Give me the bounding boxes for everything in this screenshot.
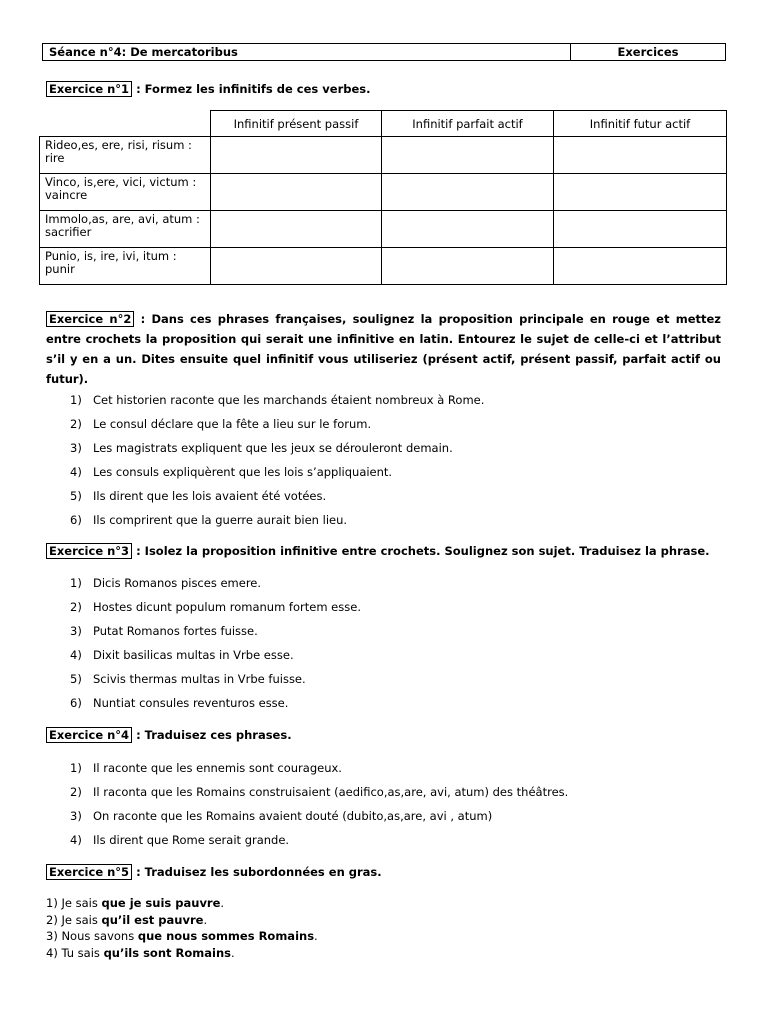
header-table [42,43,726,61]
verb-meaning: sacrifier [45,225,92,239]
ex3-label: Exercice n°3 [46,543,132,559]
ex2-instruction: : Dans ces phrases françaises, soulignez la proposition principale en rouge et mettez entre crochets la proposition qui serait une infinitive en latin. Entourez le sujet de celle-ci et l’attribut s’il y en a un. Dites ensuite quel infinitif vous utiliseriez (présent actif, présent passif, parfait actif ou futur). [46,312,721,386]
ex5-label: Exercice n°5 [46,864,132,880]
verb-forms: Rideo,es, ere, risi, risum : [45,138,192,152]
answer-cell[interactable] [554,174,727,211]
answer-cell[interactable] [382,137,554,174]
list-item: 3) Putat Romanos fortes fuisse. [70,624,258,638]
list-item: 1) Je sais que je suis pauvre. [46,896,225,910]
section-label: Exercices [617,45,679,59]
infinitive-table [39,110,727,285]
verb-forms: Immolo,as, are, avi, atum : [45,212,200,226]
ex3-heading [46,543,710,559]
verb-cell [40,174,211,211]
list-item: 2) Je sais qu’il est pauvre. [46,912,208,927]
list-item: 3) Nous savons que nous sommes Romains. [46,929,318,943]
ex5-list [46,895,318,961]
ex1-label: Exercice n°1 [46,81,132,97]
list-item: 5) Ils dirent que les lois avaient été votées. [70,489,327,503]
answer-cell[interactable] [554,211,727,248]
table-row [40,137,727,174]
ex1-instruction: : Formez les infinitifs de ces verbes. [132,82,371,96]
ex5-instruction: : Traduisez les subordonnées en gras. [132,865,382,879]
ex2-list [70,392,484,536]
verb-forms: Punio, is, ire, ivi, itum : [45,249,177,263]
verb-cell [40,211,211,248]
answer-cell[interactable] [211,211,382,248]
list-item: 3) On raconte que les Romains avaient douté (dubito,as,are, avi , atum) [70,809,493,823]
ex4-heading [46,727,292,743]
column-header: Infinitif présent passif [211,111,382,137]
answer-cell[interactable] [211,174,382,211]
table-row [40,211,727,248]
answer-cell[interactable] [382,211,554,248]
ex1-heading [46,81,371,97]
answer-cell[interactable] [554,137,727,174]
list-item: 1) Cet historien raconte que les marchands étaient nombreux à Rome. [70,393,485,407]
ex4-label: Exercice n°4 [46,727,132,743]
table-row [40,174,727,211]
answer-cell[interactable] [211,248,382,285]
ex3-list [70,575,361,719]
answer-cell[interactable] [554,248,727,285]
ex5-heading [46,864,382,880]
verb-meaning: punir [45,262,75,276]
answer-cell[interactable] [382,174,554,211]
ex4-instruction: : Traduisez ces phrases. [132,728,292,742]
ex3-instruction: : Isolez la proposition infinitive entre crochets. Soulignez son sujet. Traduisez la phrase. [132,544,710,558]
table-header-row [40,111,727,137]
list-item: 6) Nuntiat consules reventuros esse. [70,696,289,710]
answer-cell[interactable] [211,137,382,174]
list-item: 4) Ils dirent que Rome serait grande. [70,833,290,847]
verb-cell [40,248,211,285]
column-header: Infinitif futur actif [554,111,727,137]
table-corner [40,111,211,137]
verb-meaning: rire [45,151,65,165]
list-item: 4) Les consuls expliquèrent que les lois s’appliquaient. [70,465,393,479]
list-item: 4) Tu sais qu’ils sont Romains. [46,945,235,960]
page-title: Séance n°4: De mercatoribus [43,44,571,60]
answer-cell[interactable] [382,248,554,285]
list-item: 2) Hostes dicunt populum romanum fortem esse. [70,600,361,614]
ex4-list [70,760,568,856]
ex2-heading [46,309,721,389]
list-item: 1) Dicis Romanos pisces emere. [70,576,262,590]
list-item: 4) Dixit basilicas multas in Vrbe esse. [70,648,294,662]
verb-meaning: vaincre [45,188,88,202]
list-item: 2) Il raconta que les Romains construisaient (aedifico,as,are, avi, atum) des théâtres. [70,785,569,799]
column-header: Infinitif parfait actif [382,111,554,137]
list-item: 1) Il raconte que les ennemis sont courageux. [70,761,342,775]
ex2-label: Exercice n°2 [46,311,134,327]
verb-cell [40,137,211,174]
list-item: 5) Scivis thermas multas in Vrbe fuisse. [70,672,306,686]
list-item: 2) Le consul déclare que la fête a lieu sur le forum. [70,417,372,431]
table-row [40,248,727,285]
list-item: 6) Ils comprirent que la guerre aurait bien lieu. [70,513,348,527]
list-item: 3) Les magistrats expliquent que les jeux se dérouleront demain. [70,441,453,455]
verb-forms: Vinco, is,ere, vici, victum : [45,175,197,189]
